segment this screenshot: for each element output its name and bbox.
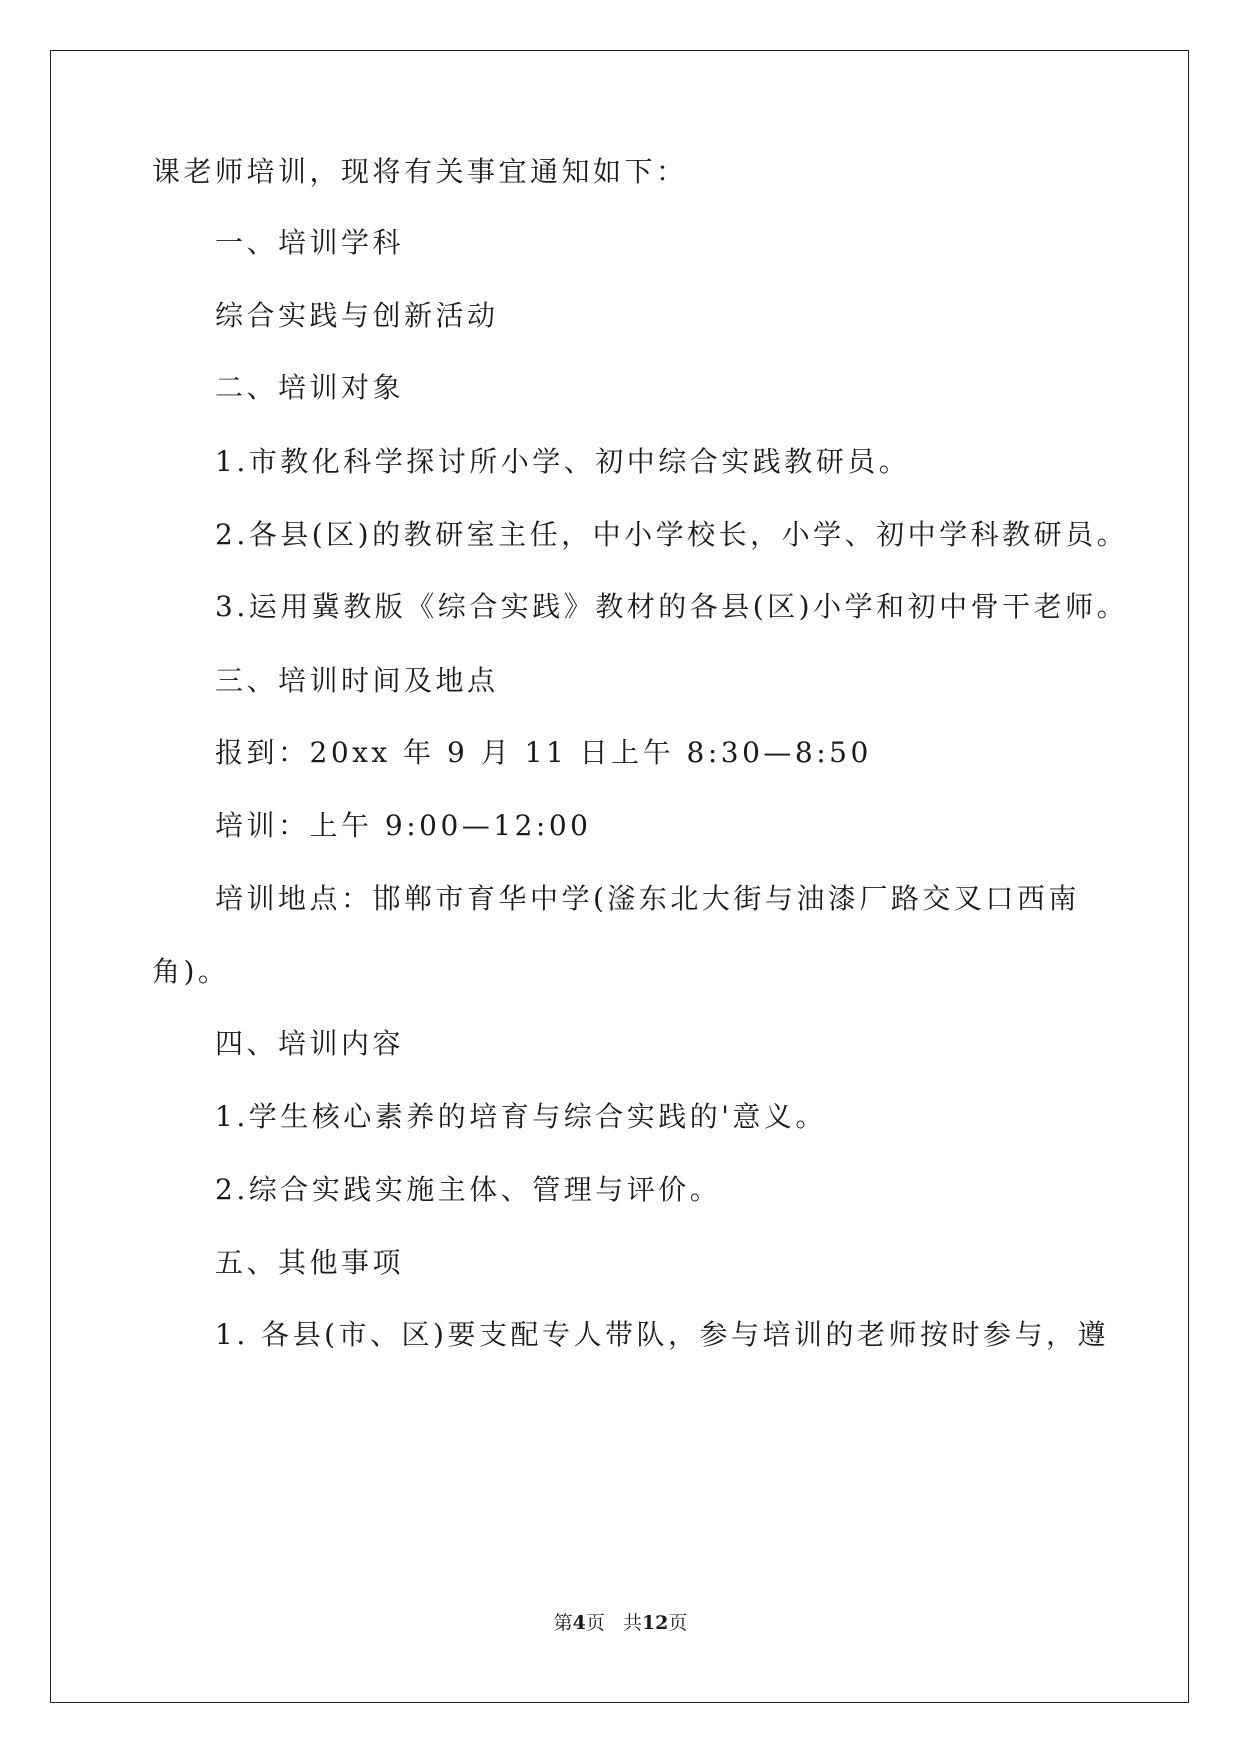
footer-prefix: 第 — [553, 1612, 573, 1634]
list-item: 2.各县(区)的教研室主任，中小学校长，小学、初中学科教研员。 — [215, 518, 1129, 551]
section-heading: 二、培训对象 — [215, 371, 405, 404]
page-frame — [50, 50, 1189, 1703]
section-heading: 四、培训内容 — [215, 1027, 405, 1060]
list-item: 2.综合实践实施主体、管理与评价。 — [215, 1173, 722, 1206]
page-footer — [0, 1611, 1241, 1635]
list-item: 1.市教化科学探讨所小学、初中综合实践教研员。 — [215, 445, 911, 478]
footer-suffix: 页 — [668, 1612, 688, 1634]
text-line: 课老师培训，现将有关事宜通知如下： — [152, 155, 688, 188]
list-item: 1.学生核心素养的培育与综合实践的'意义。 — [215, 1100, 827, 1133]
text-line: 培训地点：邯郸市育华中学(滏东北大街与油漆厂路交叉口西南 — [215, 882, 1080, 915]
text-line: 角)。 — [152, 955, 230, 988]
section-heading: 三、培训时间及地点 — [215, 664, 499, 697]
text-line: 综合实践与创新活动 — [215, 299, 499, 332]
current-page-number: 4 — [572, 1612, 586, 1634]
text-line: 培训：上午 9:00—12:00 — [215, 809, 592, 842]
text-line: 报到：20xx 年 9 月 11 日上午 8:30—8:50 — [215, 736, 872, 769]
section-heading: 一、培训学科 — [215, 226, 405, 259]
list-item: 3.运用冀教版《综合实践》教材的各县(区)小学和初中骨干老师。 — [215, 590, 1129, 623]
section-heading: 五、其他事项 — [215, 1246, 405, 1279]
list-item: 1. 各县(市、区)要支配专人带队，参与培训的老师按时参与，遵 — [215, 1318, 1109, 1351]
footer-mid: 页 共 — [585, 1612, 642, 1634]
total-page-number: 12 — [641, 1612, 669, 1634]
